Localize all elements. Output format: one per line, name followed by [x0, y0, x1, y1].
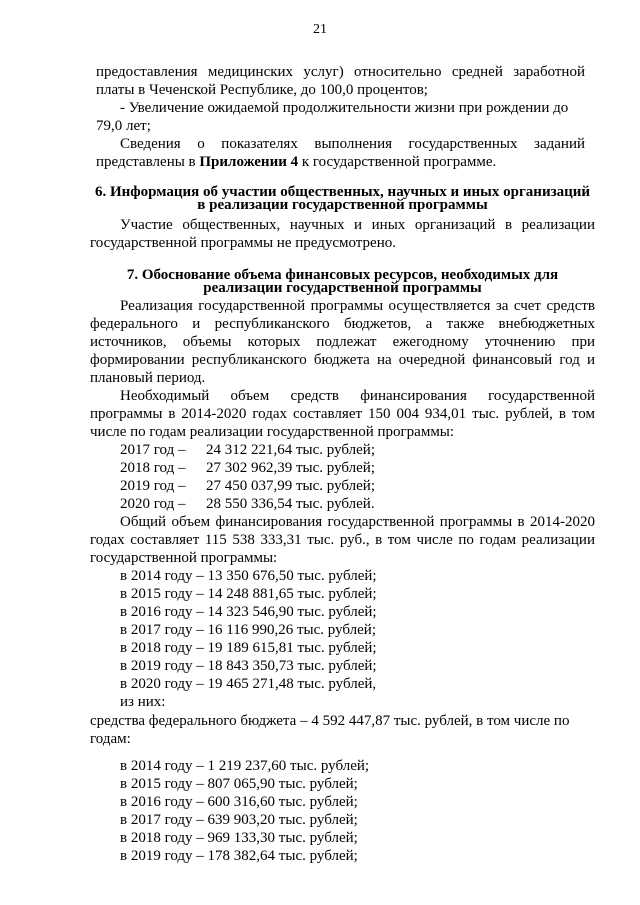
list-item: в 2016 году – 600 316,60 тыс. рублей; [120, 794, 358, 810]
text-line: Реализация государственной программы осуществляется за счет средств [120, 298, 595, 314]
text-line: предоставления медицинских услуг) относительно средней заработной [96, 64, 585, 80]
text-line: числе по годам реализации государственной программы: [90, 424, 455, 440]
funding-year-row [120, 459, 375, 477]
appendix-reference: Приложении 4 [199, 154, 299, 170]
funding-year-row [120, 495, 375, 513]
funding-year: 2020 год – [120, 496, 186, 512]
list-item: в 2017 году – 16 116 990,26 тыс. рублей; [120, 622, 376, 638]
text-line: государственной программы не предусмотрено. [90, 235, 396, 251]
text-line: средства федерального бюджета – 4 592 447,87 тыс. рублей, в том числе по [90, 713, 570, 729]
list-item: в 2016 году – 14 323 546,90 тыс. рублей; [120, 604, 377, 620]
text-line [96, 153, 496, 171]
list-item: в 2019 году – 178 382,64 тыс. рублей; [120, 848, 358, 864]
text-line: формировании республиканского бюджета на очередной финансовый год и [90, 352, 595, 368]
section-heading: 6. Информация об участии общественных, научных и иных организаций [94, 184, 591, 200]
text-fragment: к государственной программе. [298, 154, 497, 170]
text-line: - Увеличение ожидаемой продолжительности жизни при рождении до [120, 100, 569, 116]
text-line: Общий объем финансирования государственной программы в 2014-2020 [120, 514, 595, 530]
list-item: в 2020 году – 19 465 271,48 тыс. рублей, [120, 676, 377, 692]
funding-year: 2017 год – [120, 442, 186, 458]
funding-year: 2019 год – [120, 478, 186, 494]
list-item: в 2018 году – 969 133,30 тыс. рублей; [120, 830, 358, 846]
text-fragment: представлены в [96, 154, 200, 170]
list-item: в 2015 году – 14 248 881,65 тыс. рублей; [120, 586, 377, 602]
list-item: в 2014 году – 13 350 676,50 тыс. рублей; [120, 568, 377, 584]
funding-amount: 28 550 336,54 тыс. рублей. [206, 496, 375, 512]
text-line: годам: [90, 731, 131, 747]
list-item: в 2015 году – 807 065,90 тыс. рублей; [120, 776, 358, 792]
text-line: федерального и республиканского бюджетов, а также внебюджетных [90, 316, 595, 332]
text-line: из них: [120, 694, 166, 710]
funding-amount: 27 302 962,39 тыс. рублей; [206, 460, 375, 476]
funding-amount: 24 312 221,64 тыс. рублей; [206, 442, 375, 458]
text-line: 79,0 лет; [96, 118, 151, 134]
list-item: в 2019 году – 18 843 350,73 тыс. рублей; [120, 658, 377, 674]
list-item: в 2018 году – 19 189 615,81 тыс. рублей; [120, 640, 377, 656]
section-heading: реализации государственной программы [203, 280, 482, 296]
text-line: источников, объемы которых подлежат ежегодному уточнению при [90, 334, 595, 350]
list-item: в 2014 году – 1 219 237,60 тыс. рублей; [120, 758, 370, 774]
text-line: Участие общественных, научных и иных организаций в реализации [120, 217, 595, 233]
funding-year-row [120, 441, 375, 459]
section-heading: 7. Обоснование объема финансовых ресурсов, необходимых для [126, 267, 559, 283]
text-line: государственной программы: [90, 550, 278, 566]
text-line: Сведения о показателях выполнения государственных заданий [120, 136, 585, 152]
funding-amount: 27 450 037,99 тыс. рублей; [206, 478, 375, 494]
funding-year: 2018 год – [120, 460, 186, 476]
page-number: 21 [313, 22, 327, 37]
text-line: Необходимый объем средств финансирования государственной [120, 388, 595, 404]
section-heading: в реализации государственной программы [197, 197, 488, 213]
text-line: плановый период. [90, 370, 206, 386]
text-line: годах составляет 115 538 333,31 тыс. руб., в том числе по годам реализации [90, 532, 595, 548]
text-line: программы в 2014-2020 годах составляет 150 004 934,01 тыс. рублей, в том [90, 406, 595, 422]
text-line: платы в Чеченской Республике, до 100,0 процентов; [96, 82, 428, 98]
funding-year-row [120, 477, 375, 495]
list-item: в 2017 году – 639 903,20 тыс. рублей; [120, 812, 358, 828]
